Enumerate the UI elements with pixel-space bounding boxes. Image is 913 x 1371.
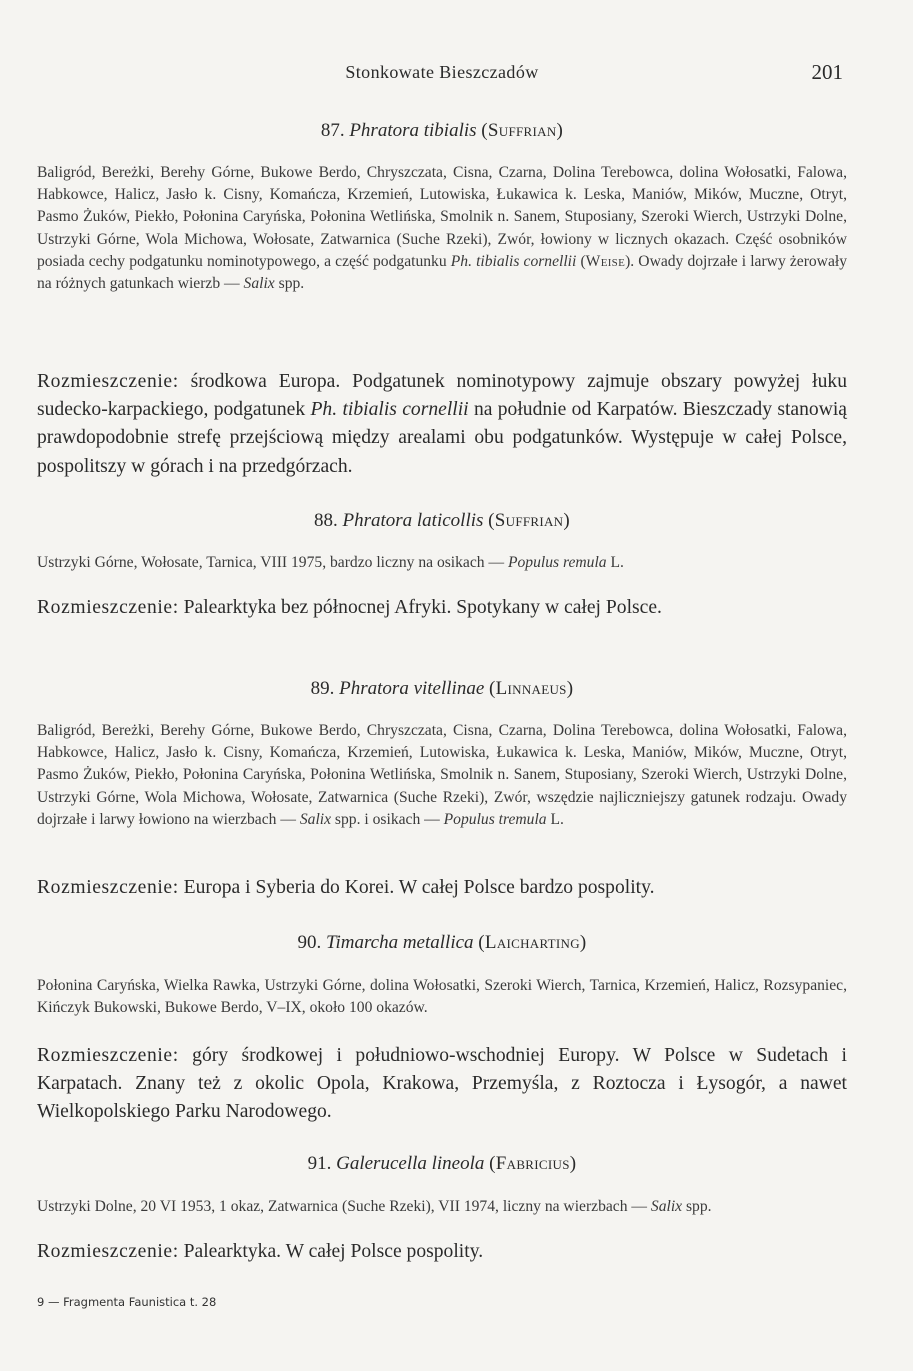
species-number: 90. xyxy=(297,932,322,953)
species-name: Galerucella lineola xyxy=(336,1153,485,1174)
distribution-text: na południe od Karpatów. Bieszczady stanowią prawdopodobnie strefę przejściową między arealami obu podgatunków. Występuje w całej Polsce, pospolitszy w górach i na przedgórzach. xyxy=(37,399,847,477)
species-heading-91 xyxy=(37,1153,847,1175)
running-title: Stonkowate Bieszczadów xyxy=(345,62,539,82)
distribution-label: Rozmieszczenie: xyxy=(37,371,179,392)
localities-text: ). Owady dojrzałe i larwy żerowały na różnych gatunkach wierzb — xyxy=(37,252,847,293)
localities-text: ( xyxy=(576,252,586,270)
species-author: (Suffrian) xyxy=(488,510,571,531)
localities-text: Baligród, Bereżki, Berehy Górne, Bukowe Berdo, Chryszczata, Cisna, Czarna, Dolina Terebowca, dolina Wołosatki, Falowa, Habkowce, Halicz, Jasło k. Cisny, Komańcza, Krzemień, Lutowiska, Łukawica k. Leska, Maniów, Mików, Muczne, Otryt, Pasmo Żuków, Piekło, Połonina Caryńska, Połonina Wetlińska, Smolnik n. Sanem, Stuposiany, Szeroki Wierch, Ustrzyki Dolne, Ustrzyki Górne, Wola Michowa, Wołosate, Zatwarnica (Suche Rzeki), Zwór, łowiony w licznych okazach. Część osobników posiada cechy podgatunku nominotypowego, a część podgatunku xyxy=(37,164,847,270)
distribution-88 xyxy=(37,594,847,622)
taxon-name: Salix xyxy=(650,1198,683,1215)
species-heading-90 xyxy=(37,932,847,954)
localities-87 xyxy=(37,162,847,295)
species-author: (Fabricius) xyxy=(489,1153,577,1174)
distribution-91 xyxy=(37,1238,847,1266)
taxon-name: Populus remula xyxy=(507,554,607,571)
distribution-89 xyxy=(37,874,847,902)
distribution-label: Rozmieszczenie: xyxy=(37,877,179,898)
distribution-text: góry środkowej i południowo-wschodniej Europy. W Polsce w Sudetach i Karpatach. Znany też z okolic Opola, Krakowa, Przemyśla, z Roztocza i Łysogór, a nawet Wielkopolskiego Parku Narodowego. xyxy=(37,1045,847,1123)
taxon-name: Ph. tibialis cornellii xyxy=(310,399,469,421)
species-heading-87 xyxy=(37,120,847,142)
distribution-90 xyxy=(37,1042,847,1127)
taxon-name: Ph. tibialis cornellii xyxy=(450,252,577,270)
distribution-label: Rozmieszczenie: xyxy=(37,1045,179,1066)
species-author: (Suffrian) xyxy=(481,120,564,141)
localities-text: L. xyxy=(546,810,564,828)
species-number: 91. xyxy=(307,1153,332,1174)
distribution-label: Rozmieszczenie: xyxy=(37,1241,179,1262)
author-name: Weise xyxy=(585,252,626,270)
localities-88 xyxy=(37,552,847,574)
species-number: 87. xyxy=(320,120,345,141)
localities-text: Ustrzyki Dolne, 20 VI 1953, 1 okaz, Zatwarnica (Suche Rzeki), VII 1974, liczny na wierzbach — xyxy=(37,1198,651,1215)
distribution-text: Palearktyka bez północnej Afryki. Spotykany w całej Polsce. xyxy=(178,597,662,618)
species-name: Timarcha metallica xyxy=(325,932,474,953)
species-name: Phratora tibialis xyxy=(349,120,477,141)
localities-text: spp. xyxy=(274,275,305,293)
species-author: (Laicharting) xyxy=(478,932,587,953)
species-heading-89 xyxy=(37,678,847,700)
localities-text: Połonina Caryńska, Wielka Rawka, Ustrzyki Górne, dolina Wołosatki, Szeroki Wierch, Tarnica, Krzemień, Halicz, Rozsypaniec, Kińczyk Bukowski, Bukowe Berdo, V–IX, około 100 okazów. xyxy=(37,977,847,1017)
species-name: Phratora laticollis xyxy=(342,510,484,531)
taxon-name: Salix xyxy=(299,810,332,828)
localities-text: Baligród, Bereżki, Berehy Górne, Bukowe Berdo, Chryszczata, Cisna, Czarna, Dolina Terebowca, dolina Wołosatki, Falowa, Habkowce, Halicz, Jasło k. Cisny, Komańcza, Krzemień, Lutowiska, Łukawica k. Leska, Maniów, Mików, Muczne, Otryt, Pasmo Żuków, Piekło, Połonina Caryńska, Połonina Wetlińska, Smolnik n. Sanem, Stuposiany, Szeroki Wierch, Ustrzyki Dolne, Ustrzyki Górne, Wola Michowa, Wołosate, Zatwarnica (Suche Rzeki), Zwór, wszędzie najliczniejszy gatunek rodzaju. Owady dojrzałe i larwy łowiono na wierzbach — xyxy=(37,722,847,828)
page-number: 201 xyxy=(811,60,843,84)
localities-91 xyxy=(37,1196,847,1218)
taxon-name: Populus tremula xyxy=(443,810,547,828)
localities-text: L. xyxy=(606,554,624,571)
localities-text: spp. i osikach — xyxy=(331,810,444,828)
distribution-label: Rozmieszczenie: xyxy=(37,597,179,618)
species-number: 89. xyxy=(310,678,335,699)
species-name: Phratora vitellinae xyxy=(339,678,485,699)
distribution-text: Europa i Syberia do Korei. W całej Polsce bardzo pospolity. xyxy=(178,877,655,898)
distribution-text: Palearktyka. W całej Polsce pospolity. xyxy=(178,1241,484,1262)
localities-89 xyxy=(37,720,847,831)
distribution-text: środkowa Europa. Podgatunek nominotypowy zajmuje obszary powyżej łuku sudecko-karpackiego, podgatunek xyxy=(37,371,847,421)
localities-text: spp. xyxy=(682,1198,712,1215)
page-header xyxy=(37,62,847,92)
species-heading-88 xyxy=(37,510,847,532)
species-number: 88. xyxy=(313,510,338,531)
localities-90 xyxy=(37,975,847,1019)
localities-text: Ustrzyki Górne, Wołosate, Tarnica, VIII 1975, bardzo liczny na osikach — xyxy=(37,554,508,571)
footer-signature: 9 — Fragmenta Faunistica t. 28 xyxy=(37,1295,217,1309)
species-author: (Linnaeus) xyxy=(489,678,574,699)
distribution-87 xyxy=(37,368,847,481)
taxon-name: Salix xyxy=(243,275,275,293)
